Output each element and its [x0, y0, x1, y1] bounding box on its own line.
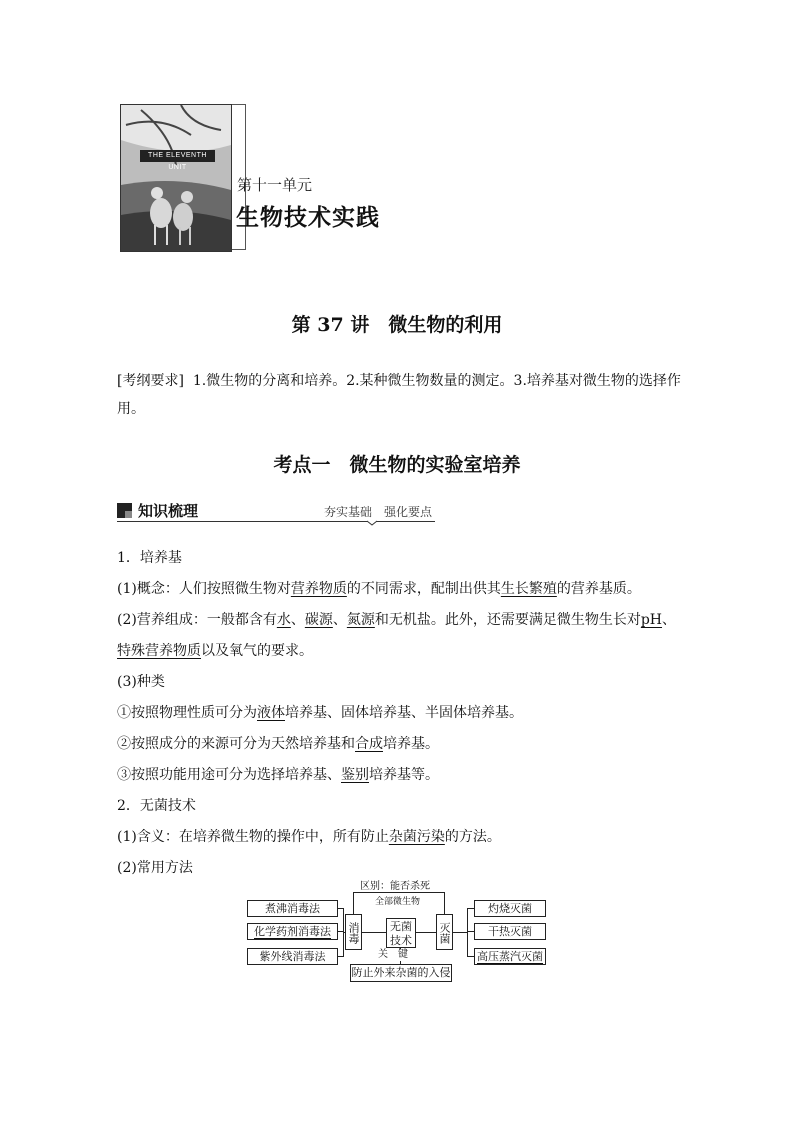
aseptic-technique-box: 无菌技术 — [386, 918, 416, 948]
para-nutrition: (2)营养组成：一般都含有水、碳源、氮源和无机盐。此外，还需要满足微生物生长对pH、 — [117, 612, 677, 628]
disinfect-method-box: 紫外线消毒法 — [247, 948, 338, 965]
section-square-icon — [117, 503, 132, 518]
para-type-function: ③按照功能用途可分为选择培养基、鉴别培养基等。 — [117, 767, 439, 783]
para-meaning: (1)含义：在培养微生物的操作中，所有防止杂菌污染的方法。 — [117, 829, 501, 845]
difference-target: 全部微生物 — [375, 897, 421, 907]
sterilize-method-box: 灼烧灭菌 — [474, 900, 546, 917]
deer-photo-illustration — [121, 105, 231, 251]
syllabus-tag: [考纲要求] — [117, 373, 184, 389]
knowledge-point-title: 考点一 微生物的实验室培养 — [273, 454, 521, 476]
unit-cover-photo — [120, 104, 232, 252]
sterilize-box: 灭菌 — [436, 914, 453, 950]
sterilize-method-box: 干热灭菌 — [474, 923, 546, 940]
unit-number-label: 第十一单元 — [237, 176, 313, 194]
section-name: 知识梳理 — [138, 502, 199, 520]
unit-banner-tag: THE ELEVENTH UNIT — [140, 150, 215, 162]
divider-notch-icon — [367, 520, 377, 526]
heading-aseptic: 2．无菌技术 — [117, 798, 196, 814]
unit-title: 生物技术实践 — [236, 205, 380, 231]
para-types: (3)种类 — [117, 674, 165, 690]
heading-culture-medium: 1．培养基 — [117, 550, 182, 566]
para-type-source: ②按照成分的来源可分为天然培养基和合成培养基。 — [117, 736, 439, 752]
syllabus-requirements — [117, 367, 687, 423]
para-type-physical: ①按照物理性质可分为液体培养基、固体培养基、半固体培养基。 — [117, 705, 523, 721]
key-box: 防止外来杂菌的入侵 — [350, 964, 452, 982]
key-label: 关 键 — [378, 949, 408, 960]
para-nutrition-cont: 特殊营养物质以及氧气的要求。 — [117, 643, 313, 659]
syllabus-text: 1.微生物的分离和培养。2.某种微生物数量的测定。3.培养基对微生物的选择作用。 — [117, 373, 681, 417]
para-methods: (2)常用方法 — [117, 860, 193, 876]
disinfect-method-box: 煮沸消毒法 — [247, 900, 338, 917]
disinfect-method-box: 化学药剂消毒法 — [247, 923, 338, 940]
para-concept: (1)概念：人们按照微生物对营养物质的不同需求，配制出供其生长繁殖的营养基质。 — [117, 581, 641, 597]
section-tagline: 夯实基础 强化要点 — [324, 505, 433, 519]
sterilize-method-box: 高压蒸汽灭菌 — [474, 948, 546, 965]
section-divider — [117, 521, 435, 522]
section-header — [117, 500, 435, 524]
disinfect-box: 消毒 — [345, 914, 362, 950]
lecture-title: 第 37 讲 微生物的利用 — [291, 314, 503, 336]
difference-label: 区别：能否杀死 — [360, 881, 430, 892]
aseptic-technique-diagram — [245, 882, 550, 987]
